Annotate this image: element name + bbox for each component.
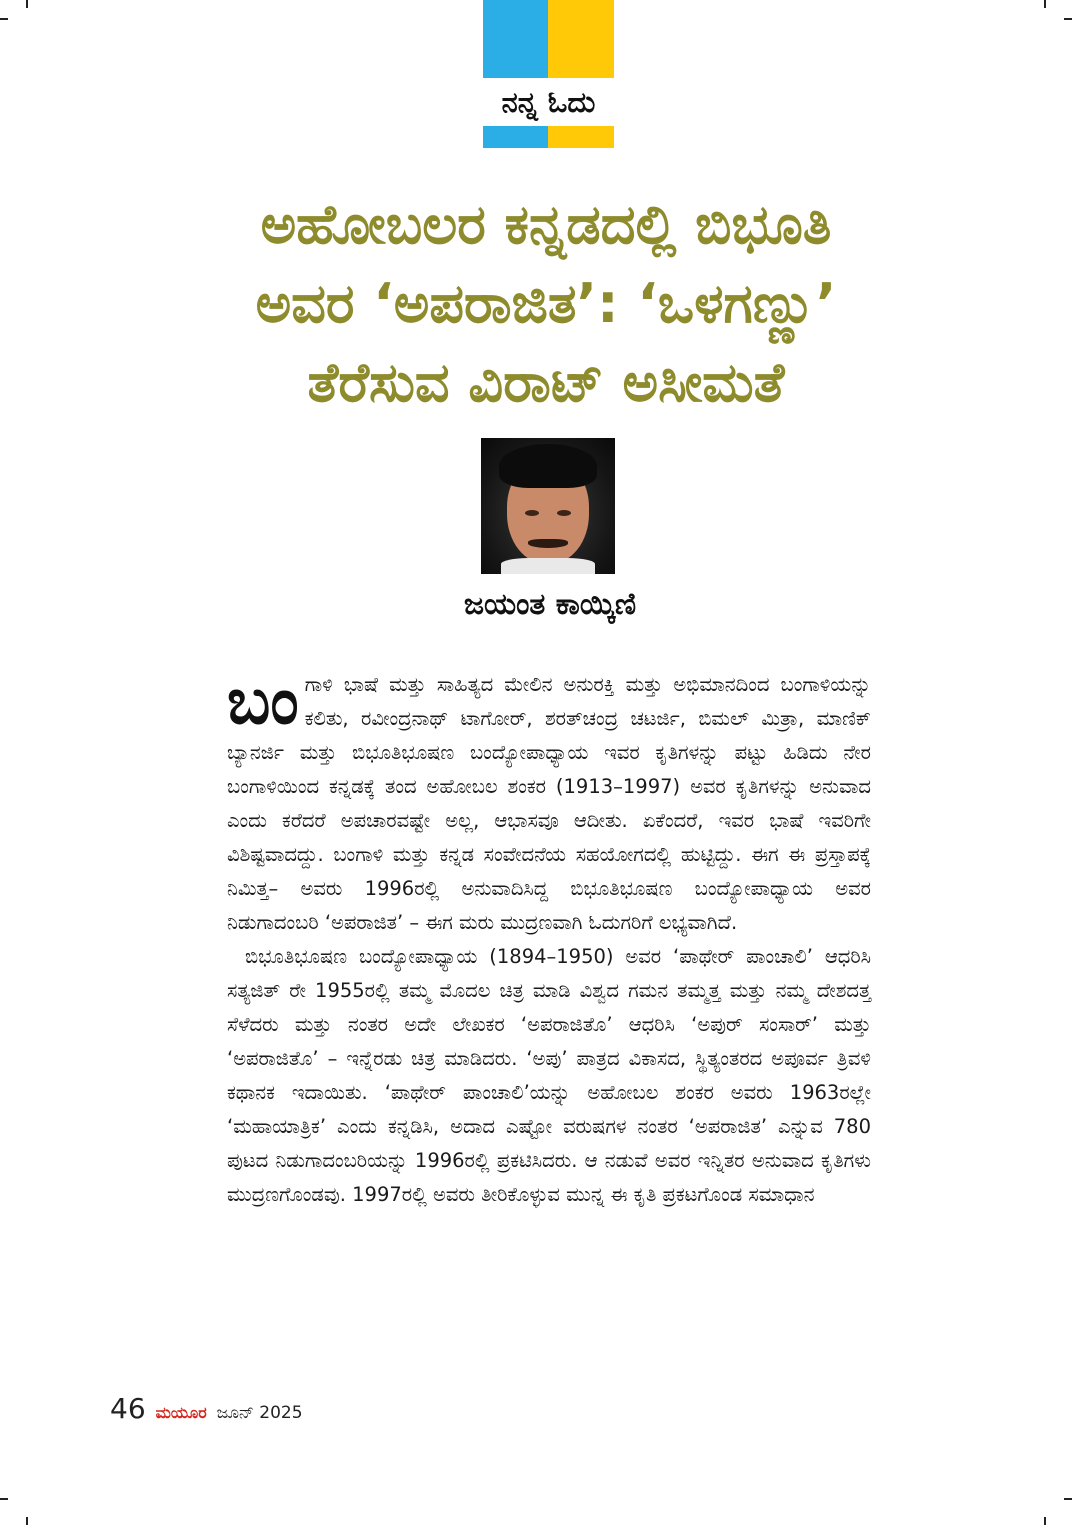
- author-photo: [481, 438, 615, 574]
- crop-mark: [0, 18, 8, 20]
- title-line: ತೆರೆಸುವ ವಿರಾಟ್ ಅಸೀಮತೆ: [307, 351, 785, 414]
- page-number: 46: [110, 1392, 146, 1425]
- crop-mark: [0, 1498, 8, 1500]
- article-body: [227, 665, 871, 1212]
- dropcap: ಬಂ: [227, 665, 299, 739]
- article-title: [110, 185, 982, 422]
- crop-mark: [1064, 1498, 1072, 1500]
- crop-mark: [1044, 1517, 1046, 1525]
- crop-mark: [26, 1517, 28, 1525]
- body-paragraph: [227, 665, 871, 940]
- author-name: ಜಯಂತ ಕಾಯ್ಕಿಣಿ: [463, 587, 637, 622]
- column-logo: [483, 0, 614, 148]
- photo-hair: [499, 444, 597, 488]
- issue-date: ಜೂನ್ 2025: [216, 1403, 303, 1423]
- photo-eye: [525, 510, 539, 516]
- crop-mark: [1044, 0, 1046, 8]
- photo-shirt: [501, 558, 595, 574]
- title-line: ಅವರ ‘ಅಪರಾಜಿತ’: ‘ಒಳಗಣ್ಣು’: [255, 272, 837, 335]
- page-footer: [110, 1392, 303, 1428]
- title-line: ಅಹೋಬಲರ ಕನ್ನಡದಲ್ಲಿ ಬಿಭೂತಿ: [260, 193, 832, 256]
- column-label: ನನ್ನ ಓದು: [483, 78, 614, 126]
- crop-mark: [1064, 18, 1072, 20]
- crop-mark: [26, 0, 28, 8]
- photo-eye: [557, 510, 571, 516]
- body-paragraph: ಬಿಭೂತಿಭೂಷಣ ಬಂದ್ಯೋಪಾಧ್ಯಾಯ (1894–1950) ಅವರ ‘ಪಾಥೇರ್ ಪಾಂಚಾಲಿ’ ಆಧರಿಸಿ ಸತ್ಯಜಿತ್ ರೇ 1955ರಲ್ಲಿ ತಮ್ಮ ಮೊದಲ ಚಿತ್ರ ಮಾಡಿ ವಿಶ್ವದ ಗಮನ ತಮ್ಮತ್ತ ಮತ್ತು ನಮ್ಮ ದೇಶದತ್ತ ಸೆಳೆದರು ಮತ್ತು ನಂತರ ಅದೇ ಲೇಖಕರ ‘ಅಪರಾಜಿತೊ’ ಆಧರಿಸಿ ‘ಅಪುರ್ ಸಂಸಾರ್’ ಮತ್ತು ‘ಅಪರಾಜಿತೊ’ – ಇನ್ನೆರಡು ಚಿತ್ರ ಮಾಡಿದರು. ‘ಅಪು’ ಪಾತ್ರದ ವಿಕಾಸದ, ಸ್ಥಿತ್ಯಂತರದ ಅಪೂರ್ವ ತ್ರಿವಳಿ ಕಥಾನಕ ಇದಾಯಿತು. ‘ಪಾಥೇರ್ ಪಾಂಚಾಲಿ’ಯನ್ನು ಅಹೋಬಲ ಶಂಕರ ಅವರು 1963ರಲ್ಲೇ ‘ಮಹಾಯಾತ್ರಿಕ’ ಎಂದು ಕನ್ನಡಿಸಿ, ಅದಾದ ಎಷ್ಟೋ ವರುಷಗಳ ನಂತರ ‘ಅಪರಾಜಿತ’ ಎನ್ನುವ 780 ಪುಟದ ನಿಡುಗಾದಂಬರಿಯನ್ನು 1996ರಲ್ಲಿ ಪ್ರಕಟಿಸಿದರು. ಆ ನಡುವೆ ಅವರ ಇನ್ನಿತರ ಅನುವಾದ ಕೃತಿಗಳು ಮುದ್ರಣಗೊಂಡವು. 1997ರಲ್ಲಿ ಅವರು ತೀರಿಕೊಳ್ಳುವ ಮುನ್ನ ಈ ಕೃತಿ ಪ್ರಕಟಗೊಂಡ ಸಮಾಧಾನ: [227, 945, 871, 1206]
- photo-mustache: [528, 539, 568, 548]
- magazine-logo: ಮಯೂರ: [155, 1403, 207, 1422]
- paragraph-text: ಗಾಳಿ ಭಾಷೆ ಮತ್ತು ಸಾಹಿತ್ಯದ ಮೇಲಿನ ಅನುರಕ್ತಿ ಮತ್ತು ಅಭಿಮಾನದಿಂದ ಬಂಗಾಳಿಯನ್ನು ಕಲಿತು, ರವೀಂದ್ರನಾಥ್ ಟಾಗೋರ್, ಶರತ್‌ಚಂದ್ರ ಚಟರ್ಜಿ, ಬಿಮಲ್ ಮಿತ್ರಾ, ಮಾಣಿಕ್ ಬ್ಯಾನರ್ಜಿ ಮತ್ತು ಬಿಭೂತಿಭೂಷಣ ಬಂದ್ಯೋಪಾಧ್ಯಾಯ ಇವರ ಕೃತಿಗಳನ್ನು ಪಟ್ಟು ಹಿಡಿದು ನೇರ ಬಂಗಾಳಿಯಿಂದ ಕನ್ನಡಕ್ಕೆ ತಂದ ಅಹೋಬಲ ಶಂಕರ (1913–1997) ಅವರ ಕೃತಿಗಳನ್ನು ಅನುವಾದ ಎಂದು ಕರೆದರೆ ಅಪಚಾರವಷ್ಟೇ ಅಲ್ಲ, ಆಭಾಸವೂ ಆದೀತು. ಏಕೆಂದರೆ, ಇವರ ಭಾಷೆ ಇವರಿಗೇ ವಿಶಿಷ್ಟವಾದದ್ದು. ಬಂಗಾಳಿ ಮತ್ತು ಕನ್ನಡ ಸಂವೇದನೆಯ ಸಹಯೋಗದಲ್ಲಿ ಹುಟ್ಟಿದ್ದು. ಈಗ ಈ ಪ್ರಸ್ತಾಪಕ್ಕೆ ನಿಮಿತ್ತ– ಅವರು 1996ರಲ್ಲಿ ಅನುವಾದಿಸಿದ್ದ ಬಿಭೂತಿಭೂಷಣ ಬಂದ್ಯೋಪಾಧ್ಯಾಯ ಅವರ ನಿಡುಗಾದಂಬರಿ ‘ಅಪರಾಜಿತ’ – ಈಗ ಮರು ಮುದ್ರಣವಾಗಿ ಓದುಗರಿಗೆ ಲಭ್ಯವಾಗಿದೆ.: [227, 673, 871, 934]
